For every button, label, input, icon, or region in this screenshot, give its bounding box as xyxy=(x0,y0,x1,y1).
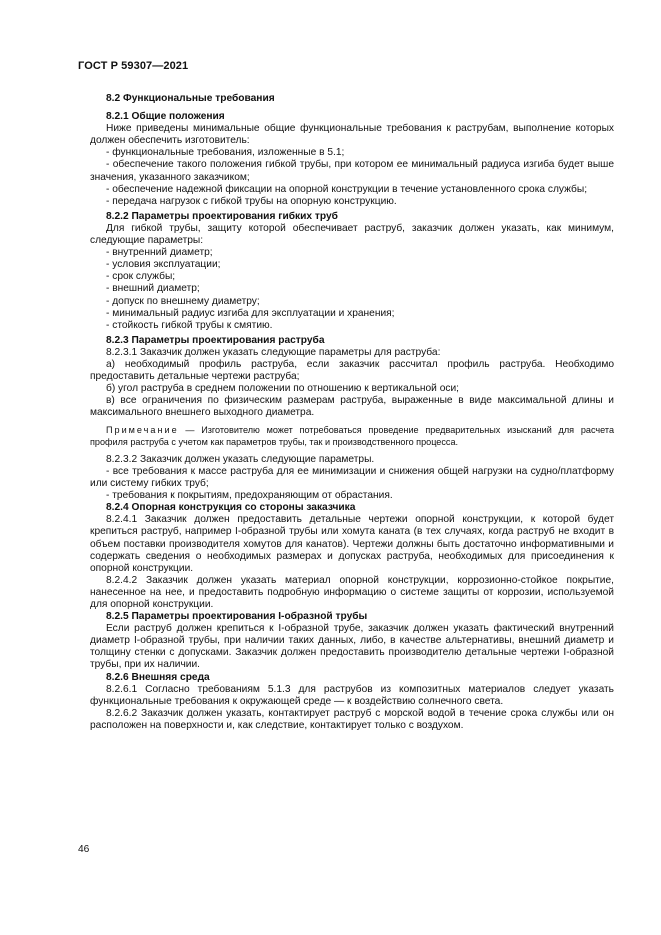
list-item: - срок службы; xyxy=(106,271,176,283)
list-item: - внешний диаметр; xyxy=(106,283,200,295)
paragraph: 8.2.3.2 Заказчик должен указать следующие параметры. xyxy=(106,453,375,465)
list-item: - обеспечение такого положения гибкой трубы, при котором ее минимальный радиуса изгиба будет выше значения, указанного заказчиком; xyxy=(90,159,614,183)
note xyxy=(90,425,614,447)
list-item: - условия эксплуатации; xyxy=(106,259,221,271)
section-8-2-5-title: 8.2.5 Параметры проектирования I-образной трубы xyxy=(106,611,368,623)
list-item: - функциональные требования, изложенные в 5.1; xyxy=(106,147,345,159)
list-item: - допуск по внешнему диаметру; xyxy=(106,295,260,307)
paragraph: 8.2.6.2 Заказчик должен указать, контактирует раструб с морской водой в течение срока службы или он расположен на поверхности и, как следствие, контактирует только с воздухом. xyxy=(90,707,614,731)
paragraph: 8.2.3.1 Заказчик должен указать следующие параметры для раструба: xyxy=(106,346,441,358)
list-item: - требования к покрытиям, предохраняющим от обрастания. xyxy=(106,490,393,502)
paragraph: Если раструб должен крепиться к I-образной трубе, заказчик должен указать фактический внутренний диаметр I-образной трубы, при наличии таких данных, либо, в качестве альтернативы, внешний диаметр и толщину стенки с допусками. Заказчик должен предоставить производителю детальные чертежи I-образной трубы, при их наличии. xyxy=(90,623,614,671)
paragraph: Ниже приведены минимальные общие функциональные требования к раструбам, выполнение которых должен обеспечить изготовитель: xyxy=(90,123,614,147)
list-item: - внутренний диаметр; xyxy=(106,247,213,259)
page-number: 46 xyxy=(78,844,90,855)
list-item: в) все ограничения по физическим размерам раструба, выраженные в виде максимальной длины и максимального внешнего выходного диаметра. xyxy=(90,395,614,419)
section-8-2-4-title: 8.2.4 Опорная конструкция со стороны заказчика xyxy=(106,502,356,514)
paragraph: 8.2.4.1 Заказчик должен предоставить детальные чертежи опорной конструкции, к которой будет крепиться раструб, например I-образной трубы или хомута каната (в тех случаях, когда раструб не входит в объем поставки производителя хомутов для канатов). Чертежи должны быть достаточно информативными и содержать сведения о необходимых размерах и допусках раструба, необходимых для присоединения к опорной конструкции. xyxy=(90,514,614,574)
document-header: ГОСТ Р 59307—2021 xyxy=(78,60,189,72)
list-item: - передача нагрузок с гибкой трубы на опорную конструкцию. xyxy=(106,195,397,207)
document-body xyxy=(90,93,614,732)
section-8-2-3-title: 8.2.3 Параметры проектирования раструба xyxy=(106,334,325,346)
paragraph: Для гибкой трубы, защиту которой обеспечивает раструб, заказчик должен указать, как минимум, следующие параметры: xyxy=(90,222,614,247)
list-item: - стойкость гибкой трубы к смятию. xyxy=(106,319,273,331)
list-item: б) угол раструба в среднем положении по отношению к вертикальной оси; xyxy=(106,383,459,395)
paragraph: 8.2.4.2 Заказчик должен указать материал опорной конструкции, коррозионно-стойкое покрытие, нанесенное на нее, и предоставить подробную информацию о системе защиты от коррозии, используемой для опорной конструкции. xyxy=(90,574,614,610)
section-8-2-1-title: 8.2.1 Общие положения xyxy=(106,111,225,123)
section-8-2-title: 8.2 Функциональные требования xyxy=(106,93,275,104)
list-item: - все требования к массе раструба для ее минимизации и снижения общей нагрузки на судно/платформу или систему гибких труб; xyxy=(90,465,614,490)
section-8-2-2-title: 8.2.2 Параметры проектирования гибких труб xyxy=(106,210,338,222)
section-8-2-6-title: 8.2.6 Внешняя среда xyxy=(106,671,210,683)
paragraph: 8.2.6.1 Согласно требованиям 5.1.3 для раструбов из композитных материалов следует указать функциональные требования к окружающей среде — к воздействию солнечного света. xyxy=(90,683,614,707)
note-label: Примечание xyxy=(106,425,179,436)
list-item: - обеспечение надежной фиксации на опорной конструкции в течение установленного срока службы; xyxy=(106,183,588,195)
list-item: - минимальный радиус изгиба для эксплуатации и хранения; xyxy=(106,307,395,319)
list-item: а) необходимый профиль раструба, если заказчик рассчитал профиль раструба. Необходимо предоставить детальные чертежи раструба; xyxy=(90,358,614,383)
note-text: — Изготовителю может потребоваться проведение предварительных изысканий для расчета профиля раструба с учетом как параметров трубы, так и производственного процесса. xyxy=(90,425,614,447)
